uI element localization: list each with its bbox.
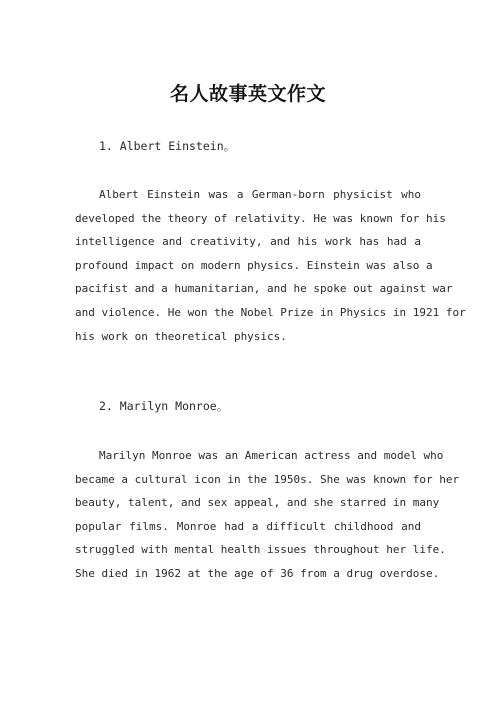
paragraph-monroe — [75, 444, 460, 586]
paragraph-line: Albert Einstein was a German-born physicist who — [99, 188, 421, 201]
section-heading-monroe: 2. Marilyn Monroe。 — [99, 399, 229, 413]
paragraph-line: and violence. He won the Nobel Prize in Physics in 1921 for — [75, 305, 466, 319]
paragraph-line: developed the theory of relativity. He was known for his — [75, 211, 446, 225]
paragraph-line: pacifist and a humanitarian, and he spoke out against war — [75, 282, 453, 296]
paragraph-line: Marilyn Monroe was an American actress and model who — [99, 449, 444, 462]
paragraph-line: beauty, talent, and sex appeal, and she starred in many — [75, 496, 440, 510]
section-heading-einstein: 1. Albert Einstein。 — [99, 139, 236, 153]
document-title: 名人故事英文作文 — [169, 83, 326, 105]
paragraph-line: intelligence and creativity, and his work has had a — [75, 235, 421, 249]
paragraph-line: his work on theoretical physics. — [75, 329, 287, 343]
paragraph-einstein — [75, 183, 466, 348]
paragraph-line: profound impact on modern physics. Einstein was also a — [75, 258, 433, 272]
paragraph-line: became a cultural icon in the 1950s. She was known for her — [75, 472, 460, 486]
paragraph-line: struggled with mental health issues throughout her life. — [75, 543, 446, 557]
paragraph-line: She died in 1962 at the age of 36 from a drug overdose. — [75, 566, 440, 580]
paragraph-line: popular films. Monroe had a difficult childhood and — [75, 519, 421, 533]
